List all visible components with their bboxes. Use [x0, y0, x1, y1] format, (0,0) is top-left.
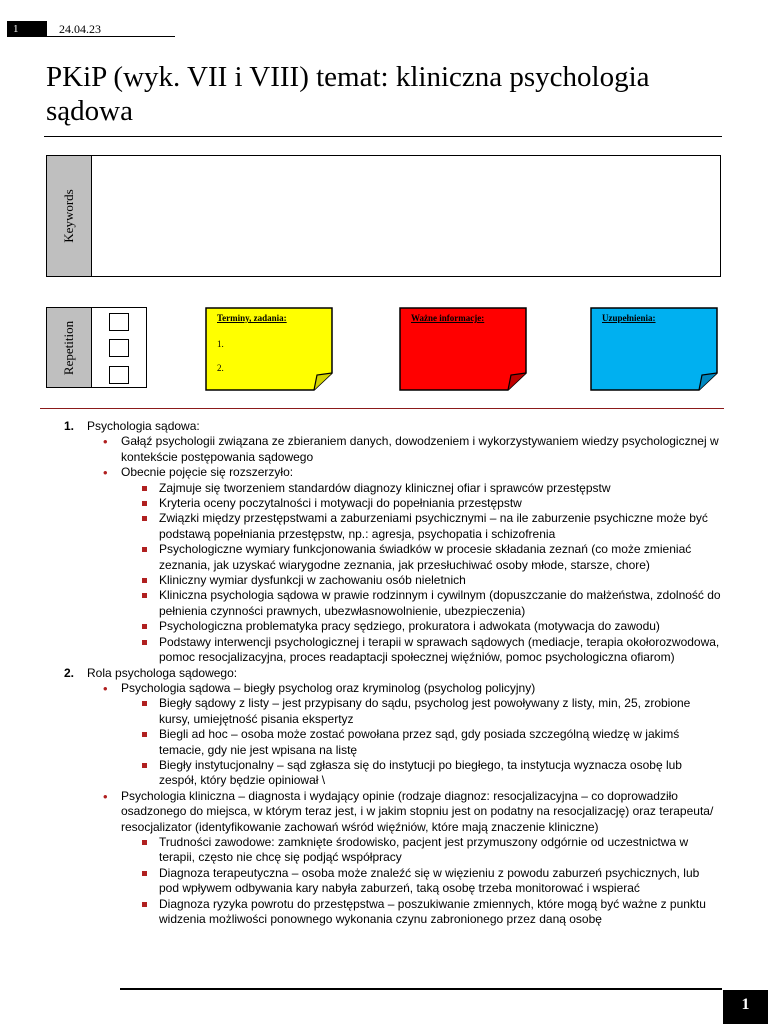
- sub-bullet: [87, 758, 722, 789]
- repetition-checkbox-1[interactable]: [109, 313, 129, 331]
- bullet: [87, 789, 722, 928]
- sub-bullet-text: Diagnoza terapeutyczna – osoba może znaleźć się w więzieniu z powodu zaburzeń psychicznych, lub pod wpływem odbywania kary nabyła zaburzeń, taką osobę trzeba monitorować i wspierać: [159, 865, 700, 896]
- sub-bullet-text: Zajmuje się tworzeniem standardów diagnozy klinicznej ofiar i sprawców przestępstw: [159, 480, 611, 495]
- sub-bullet: [87, 542, 722, 573]
- repetition-label-cell: [47, 308, 92, 387]
- sub-bullet: [87, 897, 722, 928]
- page-number-box: [7, 21, 47, 37]
- section-title: Psychologia sądowa:: [87, 419, 200, 433]
- sub-bullet: [87, 573, 722, 588]
- sub-bullet-text: Psychologiczna problematyka pracy sędziego, prokuratora i adwokata (motywacja do zawodu): [159, 619, 660, 634]
- sub-bullet-text: Kryteria oceny poczytalności i motywacji do popełniania przestępstw: [159, 496, 522, 511]
- tasks-note-line-1: 1.: [217, 339, 224, 349]
- sub-bullet: [87, 727, 722, 758]
- sub-bullet: [87, 866, 722, 897]
- bullet-text: Psychologia kliniczna – diagnosta i wydający opinie (rodzaje diagnoz: resocjalizacyjna – co doprowadziło osadzonego do miejsca, w którym teraz jest, i w jakim stopniu jest on podatny na resocjalizację) oraz terapeuta/ resocjalizator (identyfikowanie zachowań wśród więźniów, które mają znaczenie kliniczne): [121, 788, 714, 834]
- notes-content: [62, 419, 722, 927]
- footer-page-number: 1: [741, 996, 750, 1013]
- footer-page-box: [723, 990, 768, 1024]
- section-title: Rola psychologa sądowego:: [87, 665, 238, 680]
- bullet: [87, 434, 722, 465]
- sub-bullet-text: Diagnoza ryzyka powrotu do przestępstwa – poszukiwanie zmiennych, które mogą być ważne z punktu widzenia możliwości ponownego wykonania czynu zabronionego przez daną osobę: [159, 896, 706, 926]
- sub-bullet-text: Trudności zawodowe: zamknięte środowisko, pacjent jest przymuszony odgórnie od uczestnictwa w terapii, często nie chcę się podjąć współpracy: [159, 834, 689, 865]
- important-note-title: Ważne informacje:: [411, 313, 485, 323]
- date: 24.04.23: [59, 22, 101, 36]
- sticky-note-tasks[interactable]: [205, 307, 334, 391]
- keywords-box[interactable]: [46, 155, 721, 277]
- sub-bullet: [87, 835, 722, 866]
- footer-rule: [120, 988, 722, 990]
- sub-bullet: [87, 496, 722, 511]
- repetition-box: [46, 307, 147, 388]
- section-1: [62, 419, 722, 666]
- bullet-text: Obecnie pojęcie się rozszerzyło:: [121, 465, 294, 480]
- repetition-checkbox-2[interactable]: [109, 339, 129, 357]
- sub-bullet: [87, 696, 722, 727]
- sub-bullet-text: Biegły sądowy z listy – jest przypisany do sądu, psycholog jest powoływany z listy, min, 25, zrobione kursy, umiejętność pisania ekspertyz: [159, 696, 691, 726]
- bullet-text: Gałąź psychologii związana ze zbieraniem danych, dowodzeniem i wykorzystywaniem wiedzy psychologicznej w kontekście postępowania sądowego: [121, 434, 719, 464]
- bullet-text: Psychologia sądowa – biegły psycholog oraz kryminolog (psycholog policyjny): [121, 680, 536, 695]
- sub-bullet-text: Biegli ad hoc – osoba może zostać powołana przez sąd, gdy posiada szczególną wiedzę w jakimś temacie, gdy nie jest wpisana na listę: [159, 727, 680, 757]
- sub-bullet-text: Związki między przestępstwami a zaburzeniami psychicznymi – na ile zaburzenie psychiczne może być podstawą popełniania przestępstw, np.: agresja, psychopatia i schizofrenia: [159, 511, 708, 541]
- date-underline: [47, 36, 175, 37]
- sub-bullet-text: Podstawy interwencji psychologicznej i terapii w sprawach sądowych (mediacje, terapia okołorozwodowa, pomoc resocjalizacyjna, proces readaptacji społecznej więźniów, pomoc psychologiczna ofiarom): [159, 634, 720, 665]
- keywords-label-cell: [47, 156, 92, 276]
- keywords-label: Keywords: [61, 189, 76, 243]
- sub-bullet-text: Psychologiczne wymiary funkcjonowania świadków w procesie składania zeznań (co może zmieniać zeznania, jak uzyskać wiarygodne zeznania, jak przesłuchiwać osoby młode, starsze, chore): [159, 542, 692, 572]
- sub-bullet-text: Kliniczny wymiar dysfunkcji w zachowaniu osób nieletnich: [159, 573, 466, 588]
- tasks-note-line-2: 2.: [217, 363, 224, 373]
- sub-bullet: [87, 635, 722, 666]
- section-number: 1.: [64, 419, 75, 433]
- page-number: 1: [13, 23, 19, 35]
- sub-bullet: [87, 511, 722, 542]
- sub-bullet: [87, 481, 722, 496]
- section-number: 2.: [64, 665, 75, 680]
- sticky-note-supplements[interactable]: [590, 307, 719, 391]
- page-title: PKiP (wyk. VII i VIII) temat: kliniczna psychologia sądowa: [46, 61, 650, 127]
- sub-bullet-text: Biegły instytucjonalny – sąd zgłasza się do instytucji po biegłego, ta instytucja wyznacza osobę lub zespół, który będzie opiniował \: [159, 757, 682, 788]
- bullet: [87, 681, 722, 789]
- sub-bullet-text: Kliniczna psychologia sądowa w prawie rodzinnym i cywilnym (dopuszczanie do małżeństwa, zdolność do pełnienia czynności prawnych, ubezwłasnowolnienie, ubezpieczenia): [159, 588, 721, 618]
- sticky-note-important[interactable]: [399, 307, 528, 391]
- tasks-note-title: Terminy, zadania:: [217, 313, 287, 323]
- repetition-label: Repetition: [61, 320, 76, 375]
- section-divider: [40, 408, 724, 409]
- supplements-note-title: Uzupełnienia:: [602, 313, 656, 323]
- sub-bullet: [87, 619, 722, 634]
- repetition-checkbox-3[interactable]: [109, 366, 129, 384]
- title-divider: [44, 136, 722, 137]
- section-2: [62, 666, 722, 928]
- sub-bullet: [87, 588, 722, 619]
- bullet: [87, 465, 722, 665]
